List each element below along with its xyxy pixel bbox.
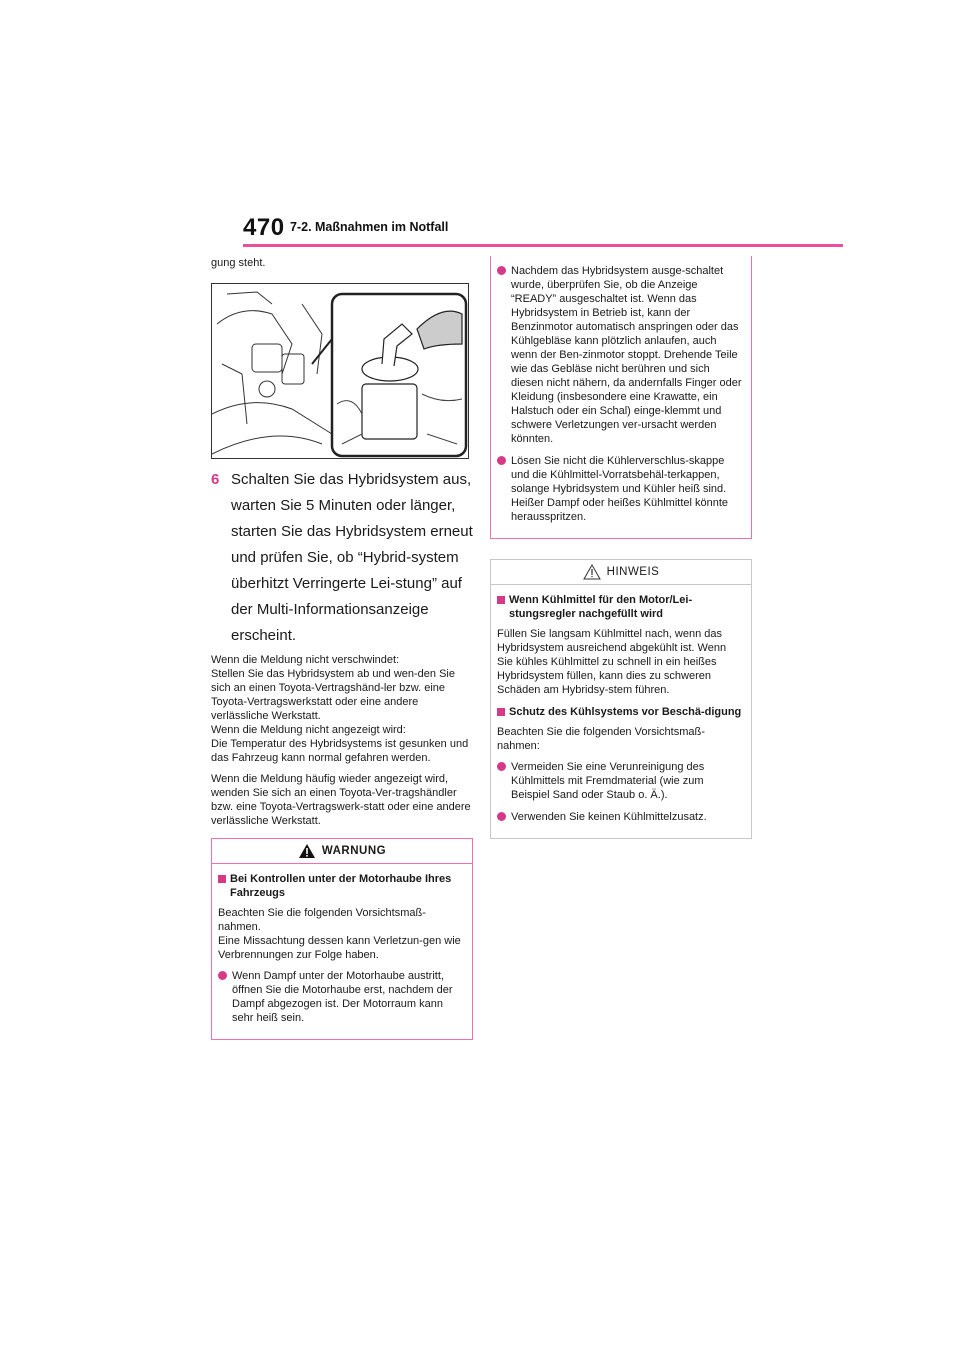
warning-box-continued: [490, 256, 752, 539]
notice-bullet-additive-text: Verwenden Sie keinen Kühlmittelzusatz.: [511, 811, 707, 823]
square-bullet-icon: [218, 875, 226, 883]
header-rule: [243, 244, 843, 247]
warning-title: WARNUNG: [321, 845, 387, 857]
notice-bullet-contamination-text: Vermeiden Sie eine Verunreinigung des Kühlmittels mit Fremdmaterial (wie zum Beispiel Sand oder Staub o. Ä.).: [511, 761, 705, 801]
section-title: 7-2. Maßnahmen im Notfall: [290, 220, 449, 234]
engine-drawing: [212, 284, 468, 458]
paragraph-message-status: Wenn die Meldung nicht verschwindet: Stellen Sie das Hybridsystem ab und wen-den Sie sich an einen Toyota-Vertragshänd-ler bzw. eine Toyota-Vertragswerkstatt oder eine andere verlässliche Werkstatt. Wenn die Meldung nicht angezeigt wird: Die Temperatur des Hybridsystems ist gesunken und das Fahrzeug kann normal gefahren werden.: [211, 654, 469, 764]
notice-bullet-contamination: [497, 760, 745, 802]
right-column: [490, 256, 752, 839]
warning-heading-text: Bei Kontrollen unter der Motorhaube Ihres Fahrzeugs: [230, 873, 452, 899]
warning-bullet-steam: [218, 969, 466, 1025]
caution-triangle-icon: [583, 564, 601, 580]
warning-bullet-cap-text: Lösen Sie nicht die Kühlerverschlus-skappe und die Kühlmittel-Vorratsbehäl-terkappen, solange Hybridsystem und Kühler heiß sind. Heißer Dampf oder heißes Kühlmittel könnte herausspritzen.: [511, 455, 729, 523]
warning-bullet-cap: [497, 454, 745, 524]
engine-illustration: [211, 283, 469, 459]
step-6: [211, 467, 473, 649]
continuation-text: gung steht.: [211, 257, 266, 269]
warning-bullet-ready-text: Nachdem das Hybridsystem ausge-schaltet wurde, überprüfen Sie, ob die Anzeige “READY” ausgeschaltet ist. Wenn das Hybridsystem in Betrieb ist, kann der Benzinmotor automatisch anspringen oder das Kühlgebläse kann plötzlich anlaufen, auch wenn der Ben-zinmotor stoppt. Drehende Teile wie das Gebläse nicht berühren und sich diesen nicht nähern, da andernfalls Finger oder Kleidung (insbesondere eine Krawatte, ein Halstuch oder ein Schal) einge-klemmt und schwere Verletzungen ver-ursacht werden könnten.: [511, 265, 742, 445]
paragraph-frequent-message: Wenn die Meldung häufig wieder angezeigt wird, wenden Sie sich an einen Toyota-Ver-tragshändler bzw. eine Toyota-Vertragswerk-statt oder eine andere verlässliche Werkstatt.: [211, 773, 471, 827]
round-bullet-icon: [218, 971, 227, 980]
notice-text-coolant: Füllen Sie langsam Kühlmittel nach, wenn das Hybridsystem ausreichend abgekühlt ist. Wenn Sie kühles Kühlmittel zu schnell in ein heißes Hybridsystem füllen, kann dies zu schweren Schäden am Hybridsy-stem führen.: [497, 628, 727, 696]
left-column: [211, 256, 473, 1040]
warning-triangle-icon: [298, 843, 316, 859]
notice-header: [491, 560, 751, 585]
warning-box: [211, 838, 473, 1040]
notice-title: HINWEIS: [606, 566, 660, 578]
square-bullet-icon: [497, 708, 505, 716]
step-text: Schalten Sie das Hybridsystem aus, warten Sie 5 Minuten oder länger, starten Sie das Hybridsystem erneut und prüfen Sie, ob “Hybrid-system überhitzt Verringerte Lei-stung” auf der Multi-Informationsanzeige erscheint.: [231, 471, 473, 644]
warning-intro: Beachten Sie die folgenden Vorsichtsmaß-nahmen. Eine Missachtung dessen kann Verletzun-gen wie Verbrennungen zur Folge haben.: [218, 907, 461, 961]
warning-bullet-ready: [497, 264, 745, 446]
notice-heading-coolant-text: Wenn Kühlmittel für den Motor/Lei-stungsregler nachgefüllt wird: [509, 594, 693, 620]
round-bullet-icon: [497, 762, 506, 771]
warning-bullet-steam-text: Wenn Dampf unter der Motorhaube austritt, öffnen Sie die Motorhaube erst, nachdem der Dampf abgezogen ist. Der Motorraum kann sehr heiß sein.: [232, 970, 453, 1024]
notice-heading-protection: [497, 705, 745, 719]
notice-bullet-additive: [497, 810, 745, 824]
round-bullet-icon: [497, 456, 506, 465]
warning-header: [212, 839, 472, 864]
step-number: 6: [211, 471, 220, 488]
notice-text-protection: Beachten Sie die folgenden Vorsichtsmaß-nahmen:: [497, 726, 705, 752]
round-bullet-icon: [497, 812, 506, 821]
square-bullet-icon: [497, 596, 505, 604]
notice-box: [490, 559, 752, 839]
round-bullet-icon: [497, 266, 506, 275]
notice-heading-coolant: [497, 593, 745, 621]
page-number: 470: [243, 214, 285, 241]
warning-heading: [218, 872, 466, 900]
notice-heading-protection-text: Schutz des Kühlsystems vor Beschä-digung: [509, 706, 742, 718]
